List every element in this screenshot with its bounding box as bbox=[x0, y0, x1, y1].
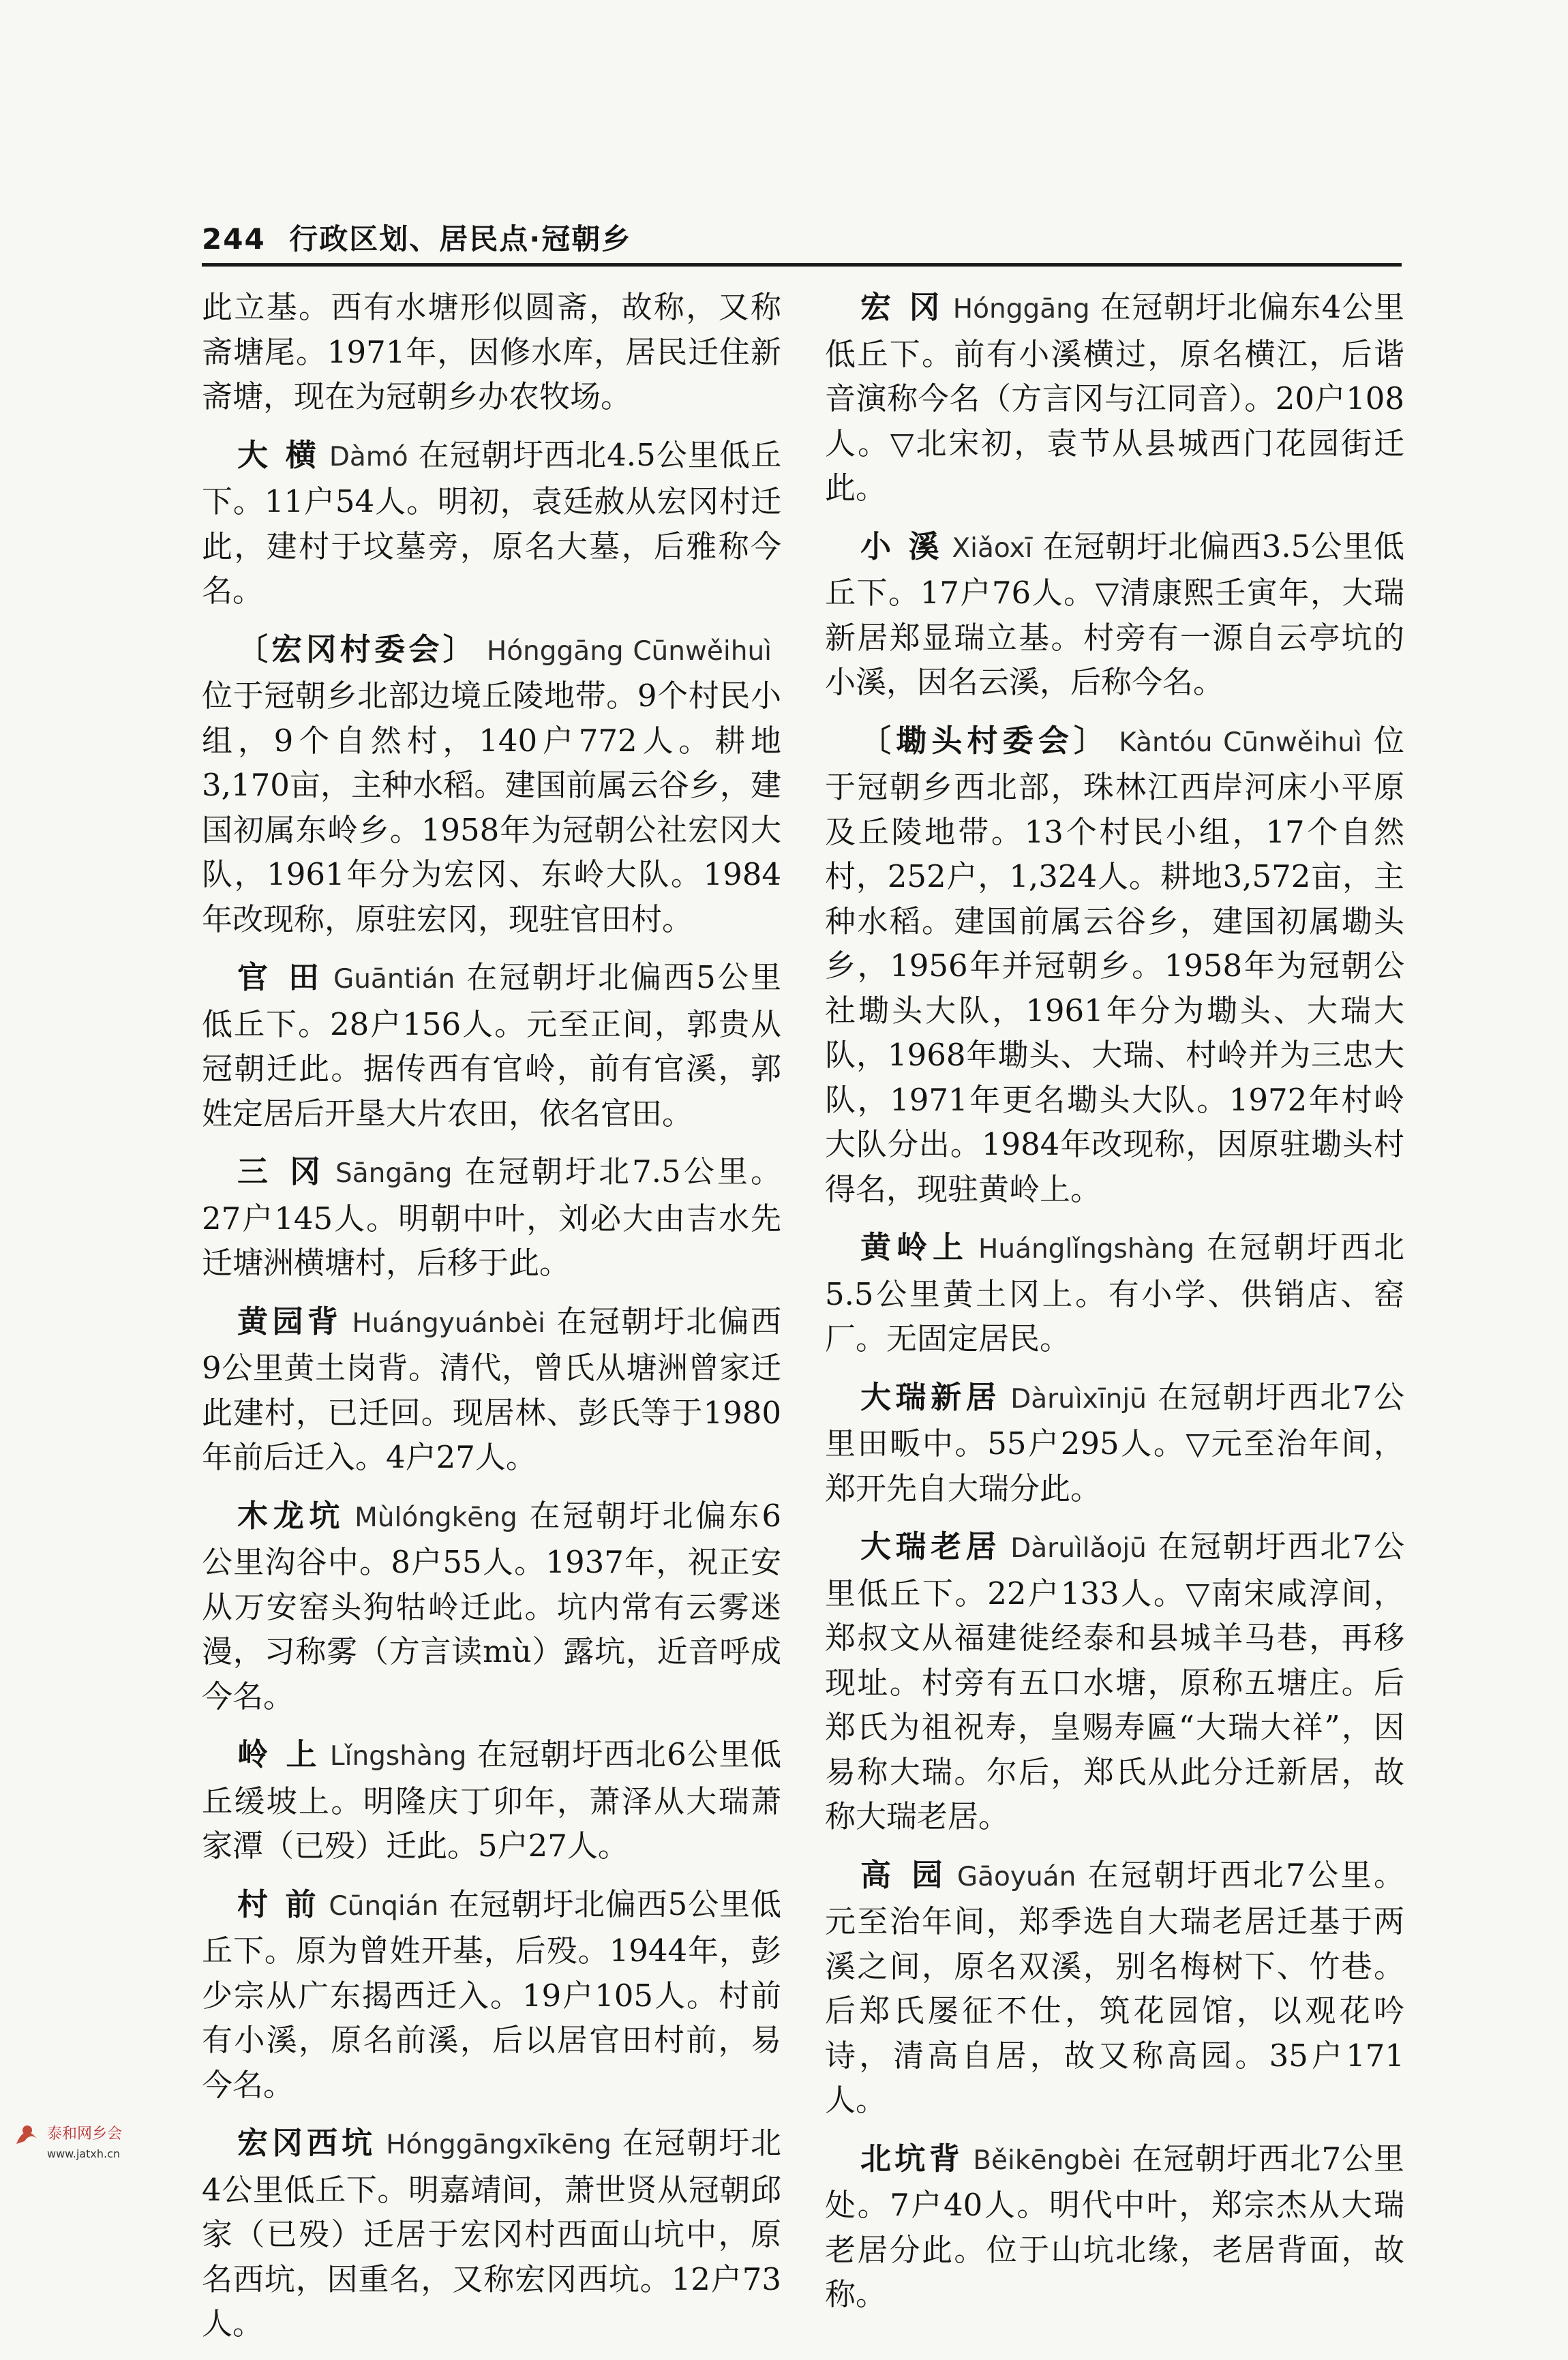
left-column bbox=[202, 285, 781, 2360]
page-header bbox=[202, 217, 631, 258]
place-pinyin: Mùlóngkēng bbox=[355, 1502, 517, 1533]
entry-text: 在冠朝圩北偏东6公里沟谷中。8户55人。1937年，祝正安从万安窑头狗牯岭迁此。坑内常有云雾迷漫，习称雾（方言读mù）露坑，近音呼成今名。 bbox=[202, 1497, 781, 1714]
entry-paragraph bbox=[202, 955, 781, 1136]
place-pinyin: Dàmó bbox=[329, 441, 408, 472]
watermark-url: www.jatxh.cn bbox=[47, 2147, 121, 2160]
place-name: 小 溪 bbox=[860, 528, 943, 564]
place-name: 大瑞新居 bbox=[860, 1378, 1001, 1415]
header-rule bbox=[202, 263, 1402, 267]
entry-paragraph bbox=[825, 1375, 1404, 1511]
entry-paragraph bbox=[202, 1882, 781, 2108]
entry-text: 在冠朝圩北偏西9公里黄土岗背。清代，曾氏从塘洲曾家迁此建村，已迁回。现居林、彭氏等于1980年前后迁入。4户27人。 bbox=[202, 1303, 781, 1475]
right-column bbox=[825, 285, 1404, 2331]
entry-text: 在冠朝圩西北7公里处。7户40人。明代中叶，郑宗杰从大瑞老居分此。位于山坑北缘，老居背面，故称。 bbox=[825, 2140, 1404, 2312]
entry-text: 在冠朝圩北偏西5公里低丘下。28户156人。元至正间，郭贵从冠朝迁此。据传西有官岭，前有官溪，郭姓定居后开垦大片农田，依名官田。 bbox=[202, 959, 781, 1132]
entry-paragraph bbox=[202, 1149, 781, 1286]
entry-text: 位于冠朝乡西北部，珠林江西岸河床小平原及丘陵地带。13个村民小组，17个自然村，252户，1,324人。耕地3,572亩，主种水稻。建国前属云谷乡，建国初属墈头乡，1956年并冠朝乡。1958年为冠朝公社墈头大队，1961年分为墈头、大瑞大队，1968年墈头、大瑞、村岭并为三忠大队，1971年更名墈头大队。1972年村岭大队分出。1984年改现称，因原驻墈头村得名，现驻黄岭上。 bbox=[825, 722, 1404, 1207]
place-name: 黄岭上 bbox=[860, 1229, 969, 1265]
place-name: 黄园背 bbox=[237, 1303, 343, 1340]
entry-paragraph bbox=[825, 524, 1404, 705]
place-pinyin: Gāoyuán bbox=[956, 1861, 1076, 1892]
place-name: 三 冈 bbox=[237, 1153, 326, 1190]
watermark-logo-icon bbox=[16, 2125, 37, 2144]
entry-text: 在冠朝圩北偏东4公里低丘下。前有小溪横过，原名横江，后谐音演称今名（方言冈与江同音）。20户108人。▽北宋初，袁节从县城西门花园街迁此。 bbox=[825, 289, 1404, 506]
entry-text: 在冠朝圩西北4.5公里低丘下。11户54人。明初，袁廷赦从宏冈村迁此，建村于坟墓旁，原名大墓，后雅称今名。 bbox=[202, 436, 781, 609]
place-pinyin: Huánglǐngshàng bbox=[978, 1234, 1194, 1265]
place-pinyin: Huángyuánbèi bbox=[352, 1307, 545, 1339]
page-number: 244 bbox=[202, 222, 266, 256]
entry-text: 在冠朝圩西北6公里低丘缓坡上。明隆庆丁卯年，萧泽从大瑞萧家潭（已殁）迁此。5户27人。 bbox=[202, 1736, 781, 1864]
entry-text: 在冠朝圩北偏西5公里低丘下。原为曾姓开基，后殁。1944年，彭少宗从广东揭西迁入。19户105人。村前有小溪，原名前溪，后以居官田村前，易今名。 bbox=[202, 1886, 781, 2103]
place-pinyin: Sāngāng bbox=[335, 1158, 453, 1189]
entry-paragraph bbox=[825, 1524, 1404, 1839]
running-title: 行政区划、居民点·冠朝乡 bbox=[289, 222, 632, 256]
entry-paragraph bbox=[202, 433, 781, 614]
entry-paragraph bbox=[825, 285, 1404, 511]
entry-text: 在冠朝圩西北7公里田畈中。55户295人。▽元至治年间，郑开先自大瑞分此。 bbox=[825, 1378, 1404, 1507]
entry-paragraph bbox=[202, 1732, 781, 1869]
place-name: 村 前 bbox=[237, 1886, 320, 1922]
entry-text: 在冠朝圩北7.5公里。27户145人。明朝中叶，刘必大由吉水先迁塘洲横塘村，后移于此。 bbox=[202, 1153, 781, 1281]
entry-text: 此立基。西有水塘形似圆斋，故称，又称斋塘尾。1971年，因修水库，居民迁住新斋塘，现在为冠朝乡办农牧场。 bbox=[202, 289, 781, 414]
place-pinyin: Běikēngbèi bbox=[973, 2145, 1121, 2176]
place-name: 大瑞老居 bbox=[860, 1528, 1001, 1564]
entry-paragraph bbox=[825, 718, 1404, 1212]
place-name: 〔宏冈村委会〕 bbox=[237, 631, 477, 667]
place-name: 岭 上 bbox=[237, 1736, 320, 1772]
entry-text: 位于冠朝乡北部边境丘陵地带。9个村民小组，9个自然村，140户772人。耕地3,170亩，主种水稻。建国前属云谷乡，建国初属东岭乡。1958年为冠朝公社宏冈大队，1961年分为宏冈、东岭大队。1984年改现称，原驻宏冈，现驻官田村。 bbox=[202, 678, 781, 937]
entry-paragraph bbox=[202, 627, 781, 942]
place-pinyin: Lǐngshàng bbox=[329, 1741, 467, 1772]
entry-text: 在冠朝圩西北7公里。元至治年间，郑季选自大瑞老居迁基于两溪之间，原名双溪，别名梅树下、竹巷。后郑氏屡征不仕，筑花园馆，以观花吟诗，清高自居，故又称高园。35户171人。 bbox=[825, 1856, 1404, 2118]
place-pinyin: Dàruìlǎojū bbox=[1010, 1533, 1147, 1564]
place-name: 北坑背 bbox=[860, 2140, 964, 2177]
entry-text: 在冠朝圩西北7公里低丘下。22户133人。▽南宋咸淳间，郑叔文从福建徙经泰和县城羊马巷，再移现址。村旁有五口水塘，原称五塘庄。后郑氏为祖祝寿，皇赐寿匾“大瑞大祥”，因易称大瑞。尔后，郑氏从此分迁新居，故称大瑞老居。 bbox=[825, 1528, 1404, 1834]
entry-paragraph bbox=[825, 2136, 1404, 2317]
watermark-site-name: 泰和网乡会 bbox=[47, 2125, 123, 2143]
place-name: 木龙坑 bbox=[237, 1497, 346, 1534]
place-pinyin: Kàntóu Cūnwěihuì bbox=[1119, 727, 1362, 758]
entry-paragraph bbox=[825, 1853, 1404, 2123]
place-pinyin: Dàruìxīnjū bbox=[1010, 1383, 1147, 1415]
place-name: 宏 冈 bbox=[860, 289, 944, 325]
place-name: 〔墈头村委会〕 bbox=[860, 722, 1110, 759]
entry-paragraph bbox=[202, 1299, 781, 1480]
place-pinyin: Hónggāng bbox=[952, 294, 1090, 324]
entry-paragraph bbox=[825, 1225, 1404, 1361]
place-name: 大 横 bbox=[237, 436, 320, 473]
entry-text: 在冠朝圩北偏西3.5公里低丘下。17户76人。▽清康熙壬寅年，大瑞新居郑显瑞立基。村旁有一源自云亭坑的小溪，因名云溪，后称今名。 bbox=[825, 528, 1404, 700]
place-pinyin: Xiǎoxī bbox=[952, 532, 1033, 564]
place-name: 官 田 bbox=[237, 959, 324, 995]
entry-paragraph bbox=[202, 2121, 781, 2346]
entry-paragraph bbox=[202, 285, 781, 419]
site-watermark bbox=[10, 2096, 166, 2164]
place-pinyin: Guāntián bbox=[333, 964, 455, 995]
entry-text: 在冠朝圩西北5.5公里黄土冈上。有小学、供销店、窑厂。无固定居民。 bbox=[825, 1229, 1404, 1357]
place-name: 宏冈西坑 bbox=[237, 2125, 377, 2161]
place-pinyin: Cūnqián bbox=[329, 1890, 439, 1922]
entry-paragraph bbox=[202, 1494, 781, 1719]
place-pinyin: Hónggāng Cūnwěihuì bbox=[486, 635, 772, 667]
place-name: 高 园 bbox=[860, 1856, 948, 1893]
entry-text: 在冠朝圩北4公里低丘下。明嘉靖间，萧世贤从冠朝邱家（已殁）迁居于宏冈村西面山坑中，原名西坑，因重名，又称宏冈西坑。12户73人。 bbox=[202, 2125, 781, 2342]
place-pinyin: Hónggāngxīkēng bbox=[386, 2130, 612, 2160]
